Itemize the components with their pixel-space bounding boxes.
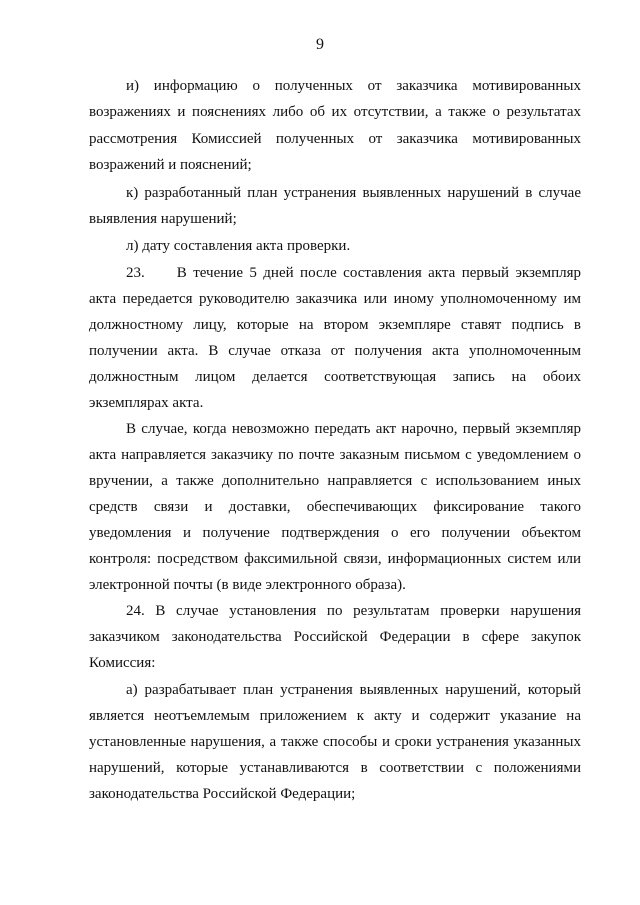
text-line: акта передается руководителю заказчика или иному уполномоченному им (89, 291, 581, 307)
text-line: должностным лицом делается соответствующая запись на обоих (89, 369, 581, 385)
text-line: средств связи и доставки, обеспечивающих фиксирование такого (89, 499, 581, 515)
text-line: является неотъемлемым приложением к акту и содержит указание на (89, 708, 581, 724)
text-line: нарушений, которые устанавливаются в соответствии с положениями (89, 760, 581, 776)
text-line: 23. В течение 5 дней после составления акта первый экземпляр (126, 265, 581, 281)
text-line: л) дату составления акта проверки. (126, 238, 351, 254)
text-line: В случае, когда невозможно передать акт нарочно, первый экземпляр (126, 421, 581, 437)
text-line: 24. В случае установления по результатам проверки нарушения (126, 603, 581, 619)
text-line: получении акта. В случае отказа от получения акта уполномоченным (89, 343, 581, 359)
text-line: установленные нарушения, а также способы и сроки устранения указанных (89, 734, 581, 750)
text-line: контроля: посредством факсимильной связи, информационных систем или (89, 551, 581, 567)
text-line: рассмотрения Комиссией полученных от заказчика мотивированных (89, 131, 581, 147)
text-line: к) разработанный план устранения выявленных нарушений в случае (126, 185, 581, 201)
page-number: 9 (316, 36, 324, 53)
text-line: заказчиком законодательства Российской Федерации в сфере закупок (89, 629, 581, 645)
text-line: а) разрабатывает план устранения выявленных нарушений, который (126, 682, 581, 698)
text-line: уведомления и получение подтверждения о его получении объектом (89, 525, 581, 541)
text-line: акта направляется заказчику по почте заказным письмом с уведомлением о (89, 447, 581, 463)
text-line: Комиссия: (89, 655, 156, 671)
text-line: законодательства Российской Федерации; (89, 786, 356, 802)
text-line: и) информацию о полученных от заказчика мотивированных (126, 78, 581, 94)
text-line: должностному лицу, которые на втором экземпляре ставят подпись в (89, 317, 581, 333)
text-line: выявления нарушений; (89, 211, 237, 227)
text-line: электронной почты (в виде электронного образа). (89, 577, 406, 593)
text-line: вручении, а также дополнительно направляется с использованием иных (89, 473, 581, 489)
text-line: возражений и пояснений; (89, 157, 252, 173)
text-line: экземплярах акта. (89, 395, 204, 411)
text-line: возражениях и пояснениях либо об их отсутствии, а также о результатах (89, 104, 581, 120)
